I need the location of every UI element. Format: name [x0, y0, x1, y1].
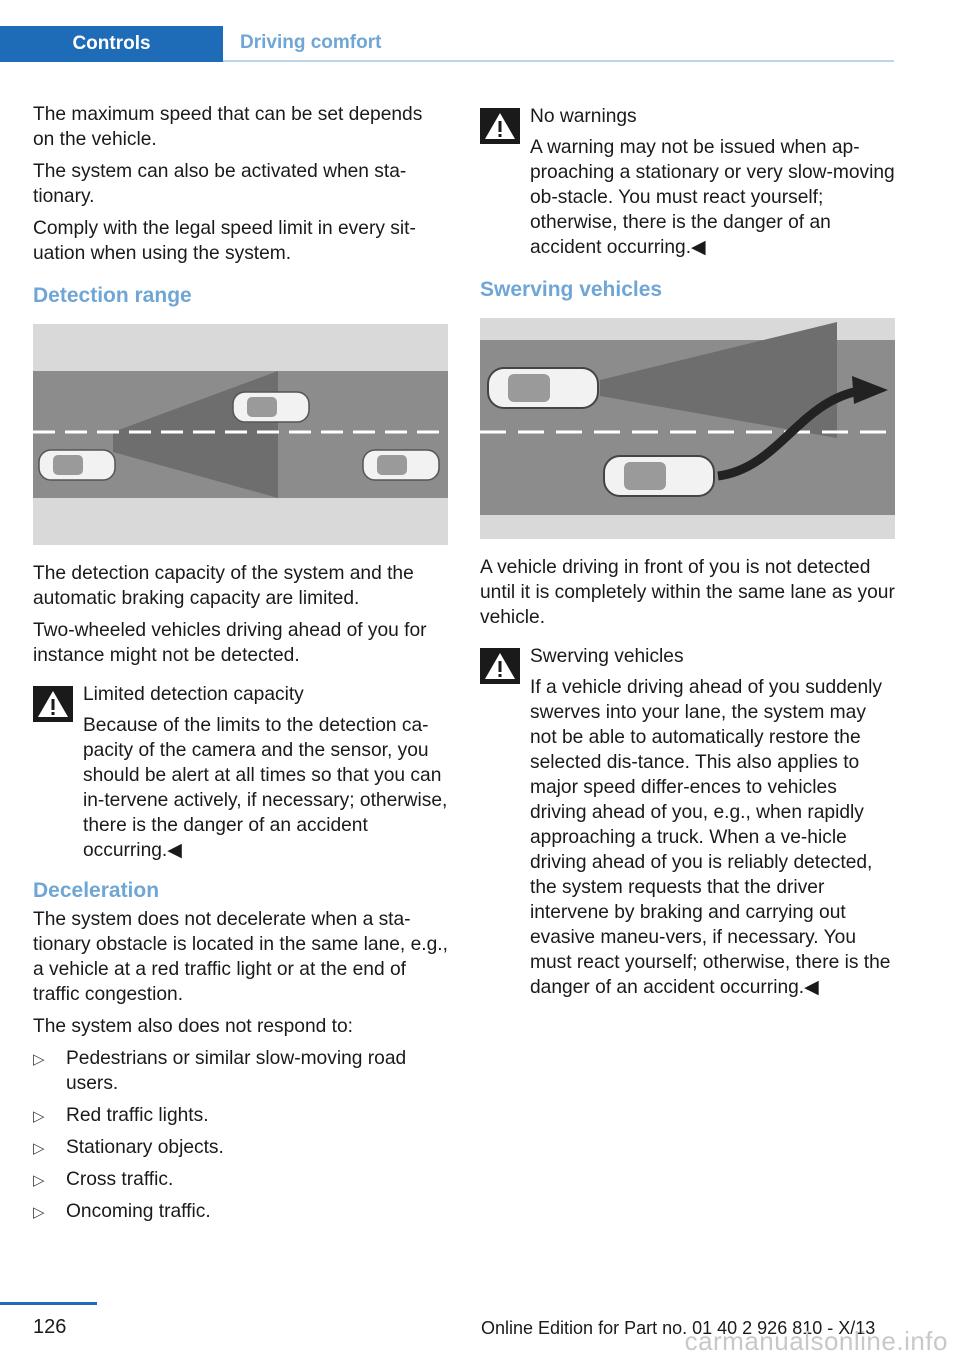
paragraph: The system does not decelerate when a sta-tionary obstacle is located in the same lane, e.g., a vehicle at a red traffic light or at the end of traffic congestion. [33, 909, 448, 1005]
warning-title: Limited detection capacity [83, 684, 304, 705]
tab-controls[interactable]: Controls [0, 26, 223, 62]
edition-info: Online Edition for Part no. 01 40 2 926 810 - X/13 [481, 1318, 876, 1338]
car-top [233, 392, 309, 422]
list-item: ▷ Pedestrians or similar slow-moving road users. [33, 1048, 407, 1094]
warning-title: Swerving vehicles [530, 646, 684, 667]
warning-body: Because of the limits to the detection ca-pacity of the camera and the sensor, you should be alert at all times so that you can in-tervene actively, if necessary; otherwise, there is the danger of an accident occurring.◀ [83, 715, 448, 861]
detection-range-illustration [33, 324, 448, 545]
warning-box [480, 644, 895, 1000]
warning-body: If a vehicle driving ahead of you suddenly swerves into your lane, the system may not be able to automatically restore the selected dis-tance. This also applies to major speed differ-ences to vehicles driving ahead of you, e.g., when rapidly approaching a truck. When a ve-hicle driving ahead of you is reliably detected, the system requests that the driver intervene by braking and carrying out evasive maneu-vers, if necessary. You must react yourself; otherwise, there is the danger of an accident occurring.◀ [530, 677, 891, 998]
swerving-vehicles-illustration [480, 318, 895, 539]
heading-swerving-vehicles: Swerving vehicles [480, 278, 663, 301]
paragraph: The system also does not respond to: [33, 1016, 353, 1037]
warning-triangle-icon [33, 686, 73, 722]
right-column [480, 102, 895, 1014]
paragraph: The maximum speed that can be set depends on the vehicle. [33, 104, 423, 150]
list-item: ▷ Red traffic lights. [33, 1103, 448, 1128]
list-item: ▷ Cross traffic. [33, 1167, 448, 1192]
bullet-list [33, 1046, 448, 1224]
heading-deceleration: Deceleration [33, 879, 160, 902]
paragraph: The detection capacity of the system and the automatic braking capacity are limited. [33, 563, 414, 609]
warning-body: A warning may not be issued when ap-proaching a stationary or very slow-moving ob-stacle. You must react yourself; otherwise, there is the danger of an accident occurring.◀ [530, 137, 895, 258]
bullet-triangle-icon: ▷ [33, 1140, 45, 1157]
paragraph: The system can also be activated when sta-tionary. [33, 161, 407, 207]
bullet-triangle-icon: ▷ [33, 1172, 45, 1189]
car-ahead [488, 368, 598, 408]
footer-rule [0, 1302, 97, 1305]
bullet-triangle-icon: ▷ [33, 1051, 45, 1068]
warning-triangle-icon [480, 108, 520, 144]
list-item: ▷ Stationary objects. [33, 1135, 448, 1160]
bullet-triangle-icon: ▷ [33, 1204, 45, 1221]
paragraph: Comply with the legal speed limit in every sit-uation when using the system. [33, 218, 416, 264]
page-number: 126 [33, 1316, 67, 1338]
car-own [604, 456, 714, 496]
paragraph: Two-wheeled vehicles driving ahead of you for instance might not be detected. [33, 620, 427, 666]
tab-driving-comfort[interactable]: Driving comfort [223, 26, 894, 62]
warning-triangle-icon [480, 648, 520, 684]
car-right [363, 450, 439, 480]
warning-box [480, 104, 895, 260]
car-left [39, 450, 115, 480]
left-column [33, 102, 448, 1231]
heading-detection-range: Detection range [33, 284, 192, 307]
warning-box [33, 682, 448, 863]
watermark: carmanualsonline.info [684, 1326, 948, 1356]
bullet-triangle-icon: ▷ [33, 1108, 45, 1125]
warning-title: No warnings [530, 106, 637, 127]
list-item: ▷ Oncoming traffic. [33, 1199, 448, 1224]
header-tabs [0, 26, 894, 62]
paragraph: A vehicle driving in front of you is not detected until it is completely within the same lane as your vehicle. [480, 557, 895, 628]
